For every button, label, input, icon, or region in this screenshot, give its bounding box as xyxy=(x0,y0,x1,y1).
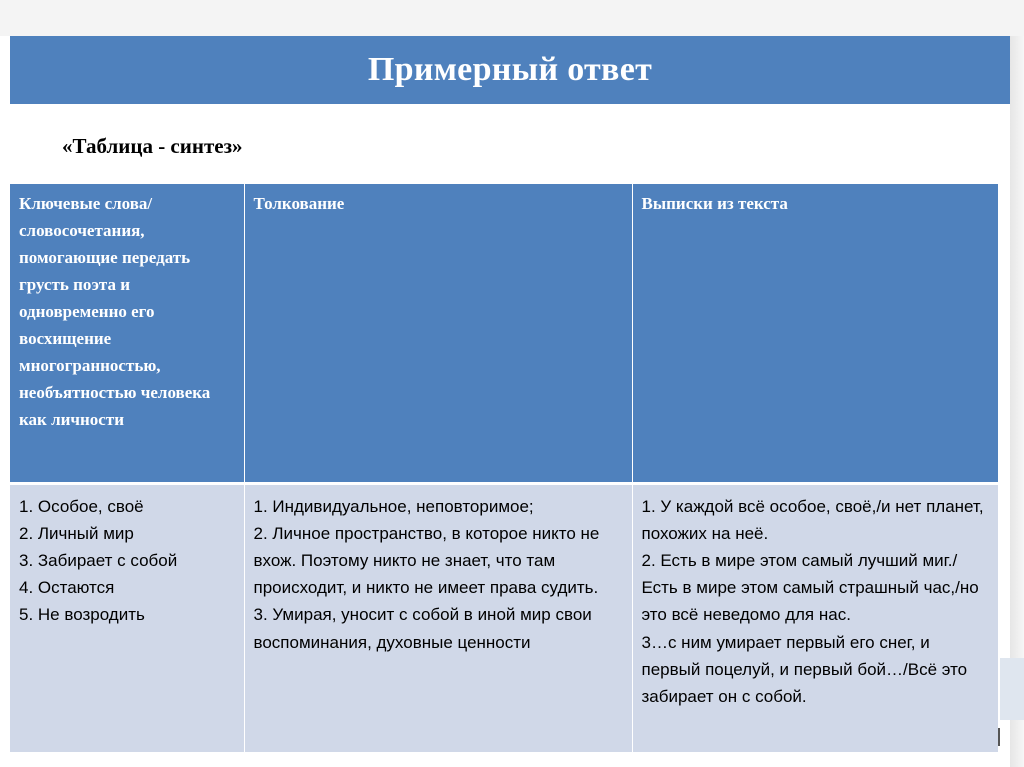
list-item: 5. Не возродить xyxy=(19,605,145,625)
cell-interpretation xyxy=(244,483,632,752)
table-row xyxy=(10,483,998,752)
side-decoration-line xyxy=(998,728,1000,746)
list-item: 3. Умирая, уносит с собой в иной мир свои воспоминания, духовные ценности xyxy=(253,605,592,652)
keywords-list xyxy=(19,493,236,629)
list-item: 2. Личное пространство, в которое никто не вхож. Поэтому никто не знает, что там происходит, и никто не имеет права судить. xyxy=(253,523,600,598)
cell-quotes xyxy=(632,483,998,752)
synthesis-table xyxy=(10,184,998,752)
top-strip xyxy=(0,0,1024,36)
list-item: 1. У каждой всё особое, своё,/и нет планет, похожих на неё. xyxy=(641,496,984,543)
page-title: Примерный ответ xyxy=(367,51,653,88)
list-item: 3. Забирает с собой xyxy=(19,550,178,570)
side-decoration xyxy=(1000,658,1024,720)
list-item: 2. Личный мир xyxy=(19,523,134,543)
quotes-list xyxy=(642,493,991,711)
cell-keywords xyxy=(10,483,244,752)
header-bar xyxy=(10,36,1010,104)
header-quotes: Выписки из текста xyxy=(632,184,998,483)
header-interpretation: Толкование xyxy=(244,184,632,483)
subtitle: «Таблица - синтез» xyxy=(62,134,243,158)
header-keywords: Ключевые слова/словосочетания, помогающие передать грусть поэта и одновременно его восхищение многогранностью, необъятностью человека как личности xyxy=(10,184,244,483)
list-item: 4. Остаются xyxy=(19,578,115,598)
list-item: 1. Индивидуальное, неповторимое; xyxy=(253,496,534,516)
list-item: 3…с ним умирает первый его снег, и первый поцелуй, и первый бой…/Всё это забирает он с собой. xyxy=(641,632,968,706)
interpretation-list xyxy=(254,493,624,656)
table-header-row xyxy=(10,184,998,483)
list-item: 2. Есть в мире этом самый лучший миг./Есть в мире этом самый страшный час,/но это всё неведомо для нас. xyxy=(641,550,979,625)
list-item: 1. Особое, своё xyxy=(19,496,144,516)
